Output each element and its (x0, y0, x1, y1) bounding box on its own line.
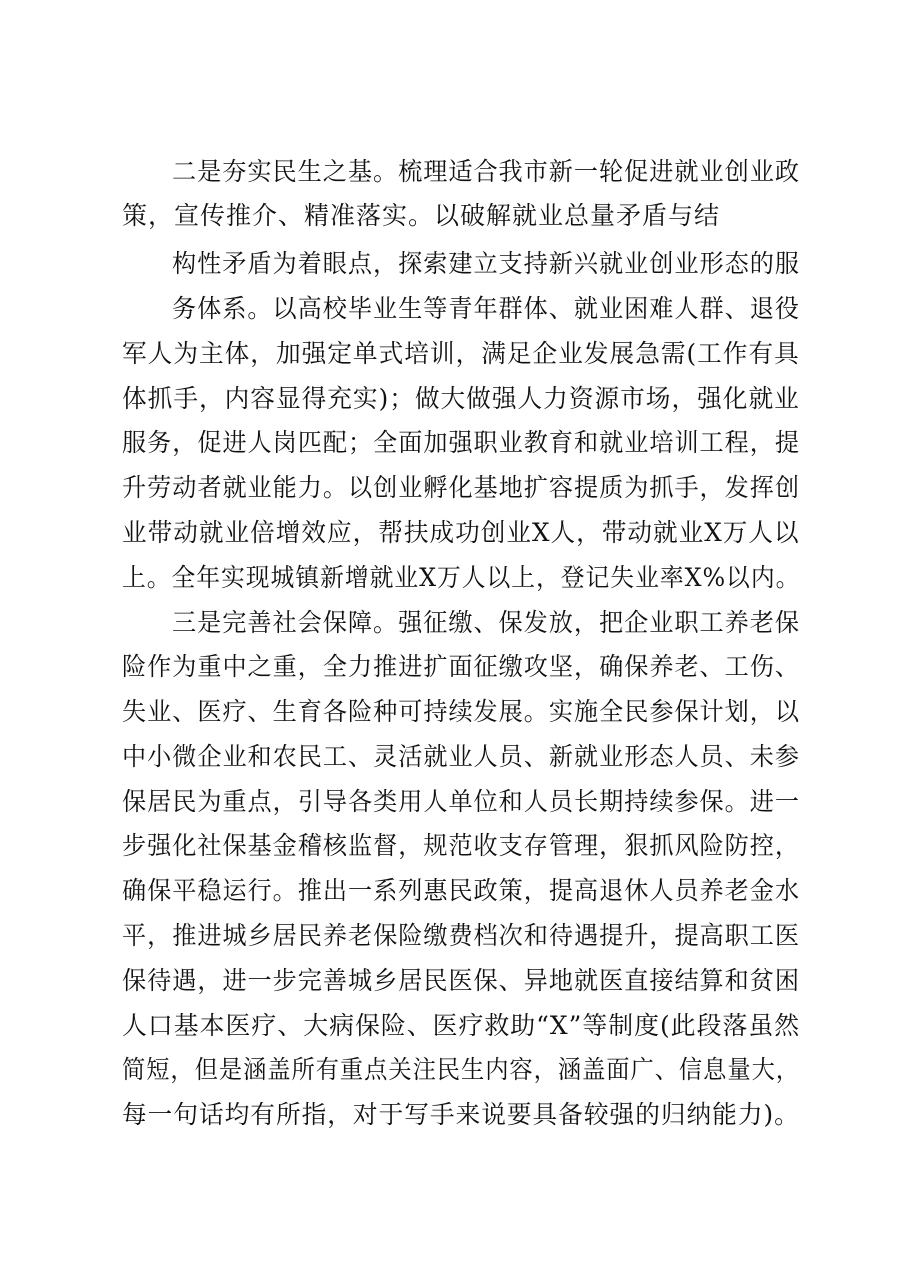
text-line: 业带动就业倍增效应，帮扶成功创业X人，带动就业X万人以 (122, 518, 800, 547)
text-line: 中小微企业和农民工、灵活就业人员、新就业形态人员、未参 (122, 742, 801, 771)
text-line: 务体系。以高校毕业生等青年群体、就业困难人群、退役 (172, 294, 801, 323)
text-line: 失业、医疗、生育各险种可持续发展。实施全民参保计划，以 (122, 697, 801, 726)
text-line: 简短，但是涵盖所有重点关注民生内容，涵盖面广、信息量大， (122, 1055, 801, 1084)
text-line: 每一句话均有所指，对于写手来说要具备较强的归纳能力)。 (122, 1100, 800, 1129)
text-line: 二是夯实民生之基。梳理适合我市新一轮促进就业创业政 (172, 157, 801, 186)
text-line: 服务，促进人岗匹配；全面加强职业教育和就业培训工程，提 (122, 428, 801, 457)
text-line: 三是完善社会保障。强征缴、保发放，把企业职工养老保 (172, 608, 801, 637)
text-line: 军人为主体，加强定单式培训，满足企业发展急需(工作有具 (122, 339, 800, 368)
text-line: 保待遇，进一步完善城乡居民医保、异地就医直接结算和贫困 (122, 966, 801, 995)
text-line: 步强化社保基金稽核监督，规范收支存管理，狠抓风险防控， (122, 831, 801, 860)
text-line: 体抓手，内容显得充实)；做大做强人力资源市场，强化就业 (122, 384, 800, 413)
text-line: 上。全年实现城镇新增就业X万人以上，登记失业率X%以内。 (122, 563, 801, 592)
text-line: 人口基本医疗、大病保险、医疗救助“X”等制度(此段落虽然 (122, 1011, 801, 1040)
text-line: 构性矛盾为着眼点，探索建立支持新兴就业创业形态的服 (172, 249, 801, 278)
text-line: 险作为重中之重，全力推进扩面征缴攻坚，确保养老、工伤、 (122, 652, 801, 681)
text-line: 策，宣传推介、精准落实。以破解就业总量矛盾与结 (122, 201, 721, 230)
text-line: 升劳动者就业能力。以创业孵化基地扩容提质为抓手，发挥创 (122, 473, 801, 502)
text-line: 保居民为重点，引导各类用人单位和人员长期持续参保。进一 (122, 787, 801, 816)
text-line: 确保平稳运行。推出一系列惠民政策，提高退休人员养老金水 (122, 876, 801, 905)
text-line: 平，推进城乡居民养老保险缴费档次和待遇提升，提高职工医 (122, 921, 801, 950)
